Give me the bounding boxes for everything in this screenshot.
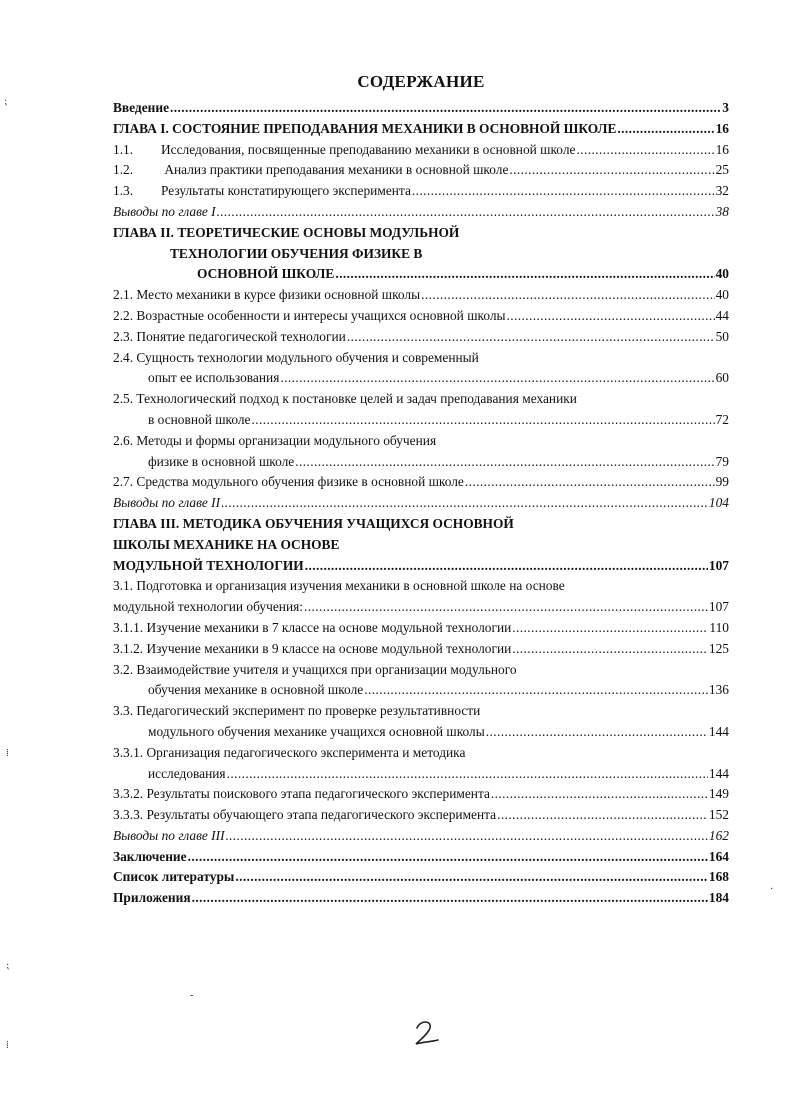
- toc-entry-3-3-3[interactable]: [113, 805, 729, 826]
- toc-entry-chapter-1-conclusions[interactable]: [113, 202, 729, 223]
- dot-leader: [305, 556, 708, 577]
- toc-entry-label: [113, 181, 411, 202]
- scan-mark: -: [190, 990, 194, 1001]
- dot-leader: [295, 452, 714, 473]
- toc-entry-3-2[interactable]: [113, 680, 729, 701]
- toc-entry-page: 40: [715, 287, 729, 303]
- toc-entry-3-3-1[interactable]: [113, 764, 729, 785]
- toc-entry-page: 99: [715, 474, 729, 490]
- toc-entry-page: 110: [709, 619, 729, 635]
- dot-leader: [227, 764, 708, 785]
- dot-leader: [217, 202, 715, 223]
- toc-entry-label: Список литературы: [113, 869, 235, 885]
- toc-entry-page: 40: [715, 266, 729, 282]
- dot-leader: [226, 826, 708, 847]
- toc-entry-page: 79: [715, 453, 729, 469]
- chapter-2-title-line-1: ГЛАВА II. ТЕОРЕТИЧЕСКИЕ ОСНОВЫ МОДУЛЬНОЙ: [113, 224, 460, 240]
- handwritten-page-number: [412, 1018, 442, 1048]
- toc-entry-label: 2.1. Место механики в курсе физики основной школы: [113, 287, 421, 303]
- toc-entry-chapter-1[interactable]: [113, 119, 729, 140]
- toc-entry-page: 16: [715, 141, 729, 157]
- scan-mark: ⁞: [6, 748, 9, 759]
- toc-entry-label: Выводы по главе I: [113, 203, 216, 219]
- toc-entry-2-7[interactable]: [113, 472, 729, 493]
- toc-entry-2-1[interactable]: [113, 285, 729, 306]
- toc-entry-page: 16: [715, 120, 729, 136]
- toc-entry-page: 149: [708, 786, 729, 802]
- toc-entry-label: 2.7. Средства модульного обучения физике в основной школе: [113, 474, 464, 490]
- toc-entry-page: 32: [715, 183, 729, 199]
- toc-entry-page: 3: [722, 100, 729, 115]
- dot-leader: [497, 805, 708, 826]
- toc-entry-label: 2.2. Возрастные особенности и интересы учащихся основной школы: [113, 307, 506, 323]
- scan-mark: ·: [770, 884, 774, 895]
- toc-entry-page: 144: [708, 765, 729, 781]
- toc-entry-label: Выводы по главе III: [113, 827, 225, 843]
- section-number: 1.3.: [113, 183, 134, 199]
- toc-entry-chapter-2[interactable]: [113, 264, 729, 285]
- dot-leader: [280, 368, 714, 389]
- dot-leader: [251, 410, 714, 431]
- dot-leader: [235, 867, 708, 888]
- dot-leader: [304, 597, 708, 618]
- toc-entry-appendices[interactable]: [113, 888, 729, 909]
- toc-entry-3-3-2[interactable]: [113, 784, 729, 805]
- section-title: Исследования, посвященные преподаванию механики в основной школе: [161, 141, 576, 157]
- toc-entry-page: 152: [708, 807, 729, 823]
- toc-entry-2-3[interactable]: [113, 327, 729, 348]
- toc-entry-page: 25: [715, 162, 729, 178]
- toc-entry-label: Введение: [113, 100, 170, 115]
- toc-entry-3-1-line-1: 3.1. Подготовка и организация изучения механики в основной школе на основе: [113, 578, 565, 594]
- toc-entry-label: 3.1.1. Изучение механики в 7 классе на основе модульной технологии: [113, 619, 512, 635]
- section-title: Результаты констатирующего эксперимента: [161, 183, 411, 199]
- toc-entry-page: 107: [708, 557, 729, 573]
- toc-entry-page: 72: [715, 411, 729, 427]
- toc-entry-chapter-2-conclusions[interactable]: [113, 493, 729, 514]
- scan-mark: ⁞: [6, 1040, 9, 1051]
- handwritten-two-icon: [412, 1018, 442, 1048]
- toc-entry-label: модульного обучения механике учащихся основной школы: [148, 723, 485, 739]
- toc-entry-2-6-line-1: 2.6. Методы и формы организации модульного обучения: [113, 432, 437, 448]
- toc-entry-label: 3.1.2. Изучение механики в 9 классе на основе модульной технологии: [113, 640, 512, 656]
- dot-leader: [507, 306, 715, 327]
- dot-leader: [421, 285, 714, 306]
- chapter-2-title-line-2: ТЕХНОЛОГИИ ОБУЧЕНИЯ ФИЗИКЕ В: [170, 245, 423, 261]
- toc-page: [113, 72, 729, 909]
- dot-leader: [188, 847, 708, 868]
- table-of-contents: [113, 98, 729, 909]
- toc-entry-2-4[interactable]: [113, 368, 729, 389]
- toc-entry-page: 50: [715, 328, 729, 344]
- toc-entry-page: 44: [715, 307, 729, 323]
- dot-leader: [617, 119, 714, 140]
- toc-entry-label: [113, 160, 508, 181]
- section-number: 1.2.: [113, 162, 134, 178]
- toc-entry-page: 125: [708, 640, 729, 656]
- toc-entry-label: обучения механике в основной школе: [148, 682, 364, 698]
- dot-leader: [347, 327, 715, 348]
- toc-entry-label: в основной школе: [148, 411, 251, 427]
- toc-entry-3-2-line-1: 3.2. Взаимодействие учителя и учащихся при организации модульного: [113, 661, 517, 677]
- toc-entry-label: 3.3.3. Результаты обучающего этапа педагогического эксперимента: [113, 807, 497, 823]
- toc-entry-1-3[interactable]: [113, 181, 729, 202]
- toc-entry-label: 2.3. Понятие педагогической технологии: [113, 328, 346, 344]
- dot-leader: [509, 160, 714, 181]
- toc-entry-3-1[interactable]: [113, 597, 729, 618]
- toc-entry-chapter-3-conclusions[interactable]: [113, 826, 729, 847]
- toc-entry-3-3-line-1: 3.3. Педагогический эксперимент по проверке результативности: [113, 703, 481, 719]
- toc-entry-page: 144: [708, 723, 729, 739]
- toc-entry-page: 164: [708, 848, 729, 864]
- toc-entry-1-1[interactable]: [113, 140, 729, 161]
- chapter-3-title-line-2: ШКОЛЫ МЕХАНИКЕ НА ОСНОВЕ: [113, 536, 340, 552]
- toc-entry-page: 162: [708, 827, 729, 843]
- toc-entry-label: ГЛАВА I. СОСТОЯНИЕ ПРЕПОДАВАНИЯ МЕХАНИКИ В ОСНОВНОЙ ШКОЛЕ: [113, 120, 617, 136]
- toc-entry-1-2[interactable]: [113, 160, 729, 181]
- toc-entry-3-3[interactable]: [113, 722, 729, 743]
- toc-entry-label: модульной технологии обучения:: [113, 599, 303, 615]
- section-number: 1.1.: [113, 141, 134, 157]
- dot-leader: [335, 264, 714, 285]
- dot-leader: [512, 618, 708, 639]
- toc-entry-label: Заключение: [113, 848, 187, 864]
- dot-leader: [221, 493, 708, 514]
- scan-mark: ⁏: [6, 960, 10, 971]
- dot-leader: [465, 472, 715, 493]
- section-title: Анализ практики преподавания механики в основной школе: [161, 162, 509, 178]
- toc-entry-label: Приложения: [113, 890, 191, 906]
- scan-mark: ⁏: [4, 96, 8, 107]
- dot-leader: [576, 140, 714, 161]
- toc-entry-3-1-1[interactable]: [113, 618, 729, 639]
- chapter-3-title-line-1: ГЛАВА III. МЕТОДИКА ОБУЧЕНИЯ УЧАЩИХСЯ ОСНОВНОЙ: [113, 515, 514, 531]
- toc-entry-chapter-3[interactable]: [113, 556, 729, 577]
- toc-entry-conclusion[interactable]: [113, 847, 729, 868]
- dot-leader: [486, 722, 708, 743]
- toc-entry-page: 104: [708, 495, 729, 511]
- toc-entry-label: опыт ее использования: [148, 370, 280, 386]
- toc-entry-label: 3.3.2. Результаты поискового этапа педагогического эксперимента: [113, 786, 490, 802]
- toc-entry-label: ОСНОВНОЙ ШКОЛЕ: [197, 266, 335, 282]
- dot-leader: [192, 888, 708, 909]
- toc-entry-page: 136: [708, 682, 729, 698]
- dot-leader: [491, 784, 708, 805]
- page-title: СОДЕРЖАНИЕ: [357, 72, 485, 91]
- toc-entry-2-6[interactable]: [113, 452, 729, 473]
- dot-leader: [364, 680, 708, 701]
- toc-entry-page: 60: [715, 370, 729, 386]
- dot-leader: [512, 639, 708, 660]
- toc-entry-page: 184: [708, 890, 729, 906]
- toc-entry-label: исследования: [148, 765, 226, 781]
- toc-entry-page: 107: [708, 599, 729, 615]
- toc-entry-2-5-line-1: 2.5. Технологический подход к постановке целей и задач преподавания механики: [113, 391, 577, 407]
- toc-entry-2-2[interactable]: [113, 306, 729, 327]
- toc-entry-references[interactable]: [113, 867, 729, 888]
- toc-entry-2-5[interactable]: [113, 410, 729, 431]
- dot-leader: [412, 181, 715, 202]
- toc-entry-label: МОДУЛЬНОЙ ТЕХНОЛОГИИ: [113, 557, 304, 573]
- toc-entry-label: [113, 140, 575, 161]
- dot-leader: [170, 98, 721, 119]
- toc-entry-label: Выводы по главе II: [113, 495, 221, 511]
- toc-entry-2-4-line-1: 2.4. Сущность технологии модульного обучения и современный: [113, 349, 479, 365]
- toc-entry-label: физике в основной школе: [148, 453, 295, 469]
- toc-entry-3-1-2[interactable]: [113, 639, 729, 660]
- toc-entry-page: 168: [708, 869, 729, 885]
- toc-entry-3-3-1-line-1: 3.3.1. Организация педагогического эксперимента и методика: [113, 744, 466, 760]
- toc-entry-page: 38: [715, 203, 729, 219]
- toc-entry-introduction[interactable]: [113, 98, 729, 119]
